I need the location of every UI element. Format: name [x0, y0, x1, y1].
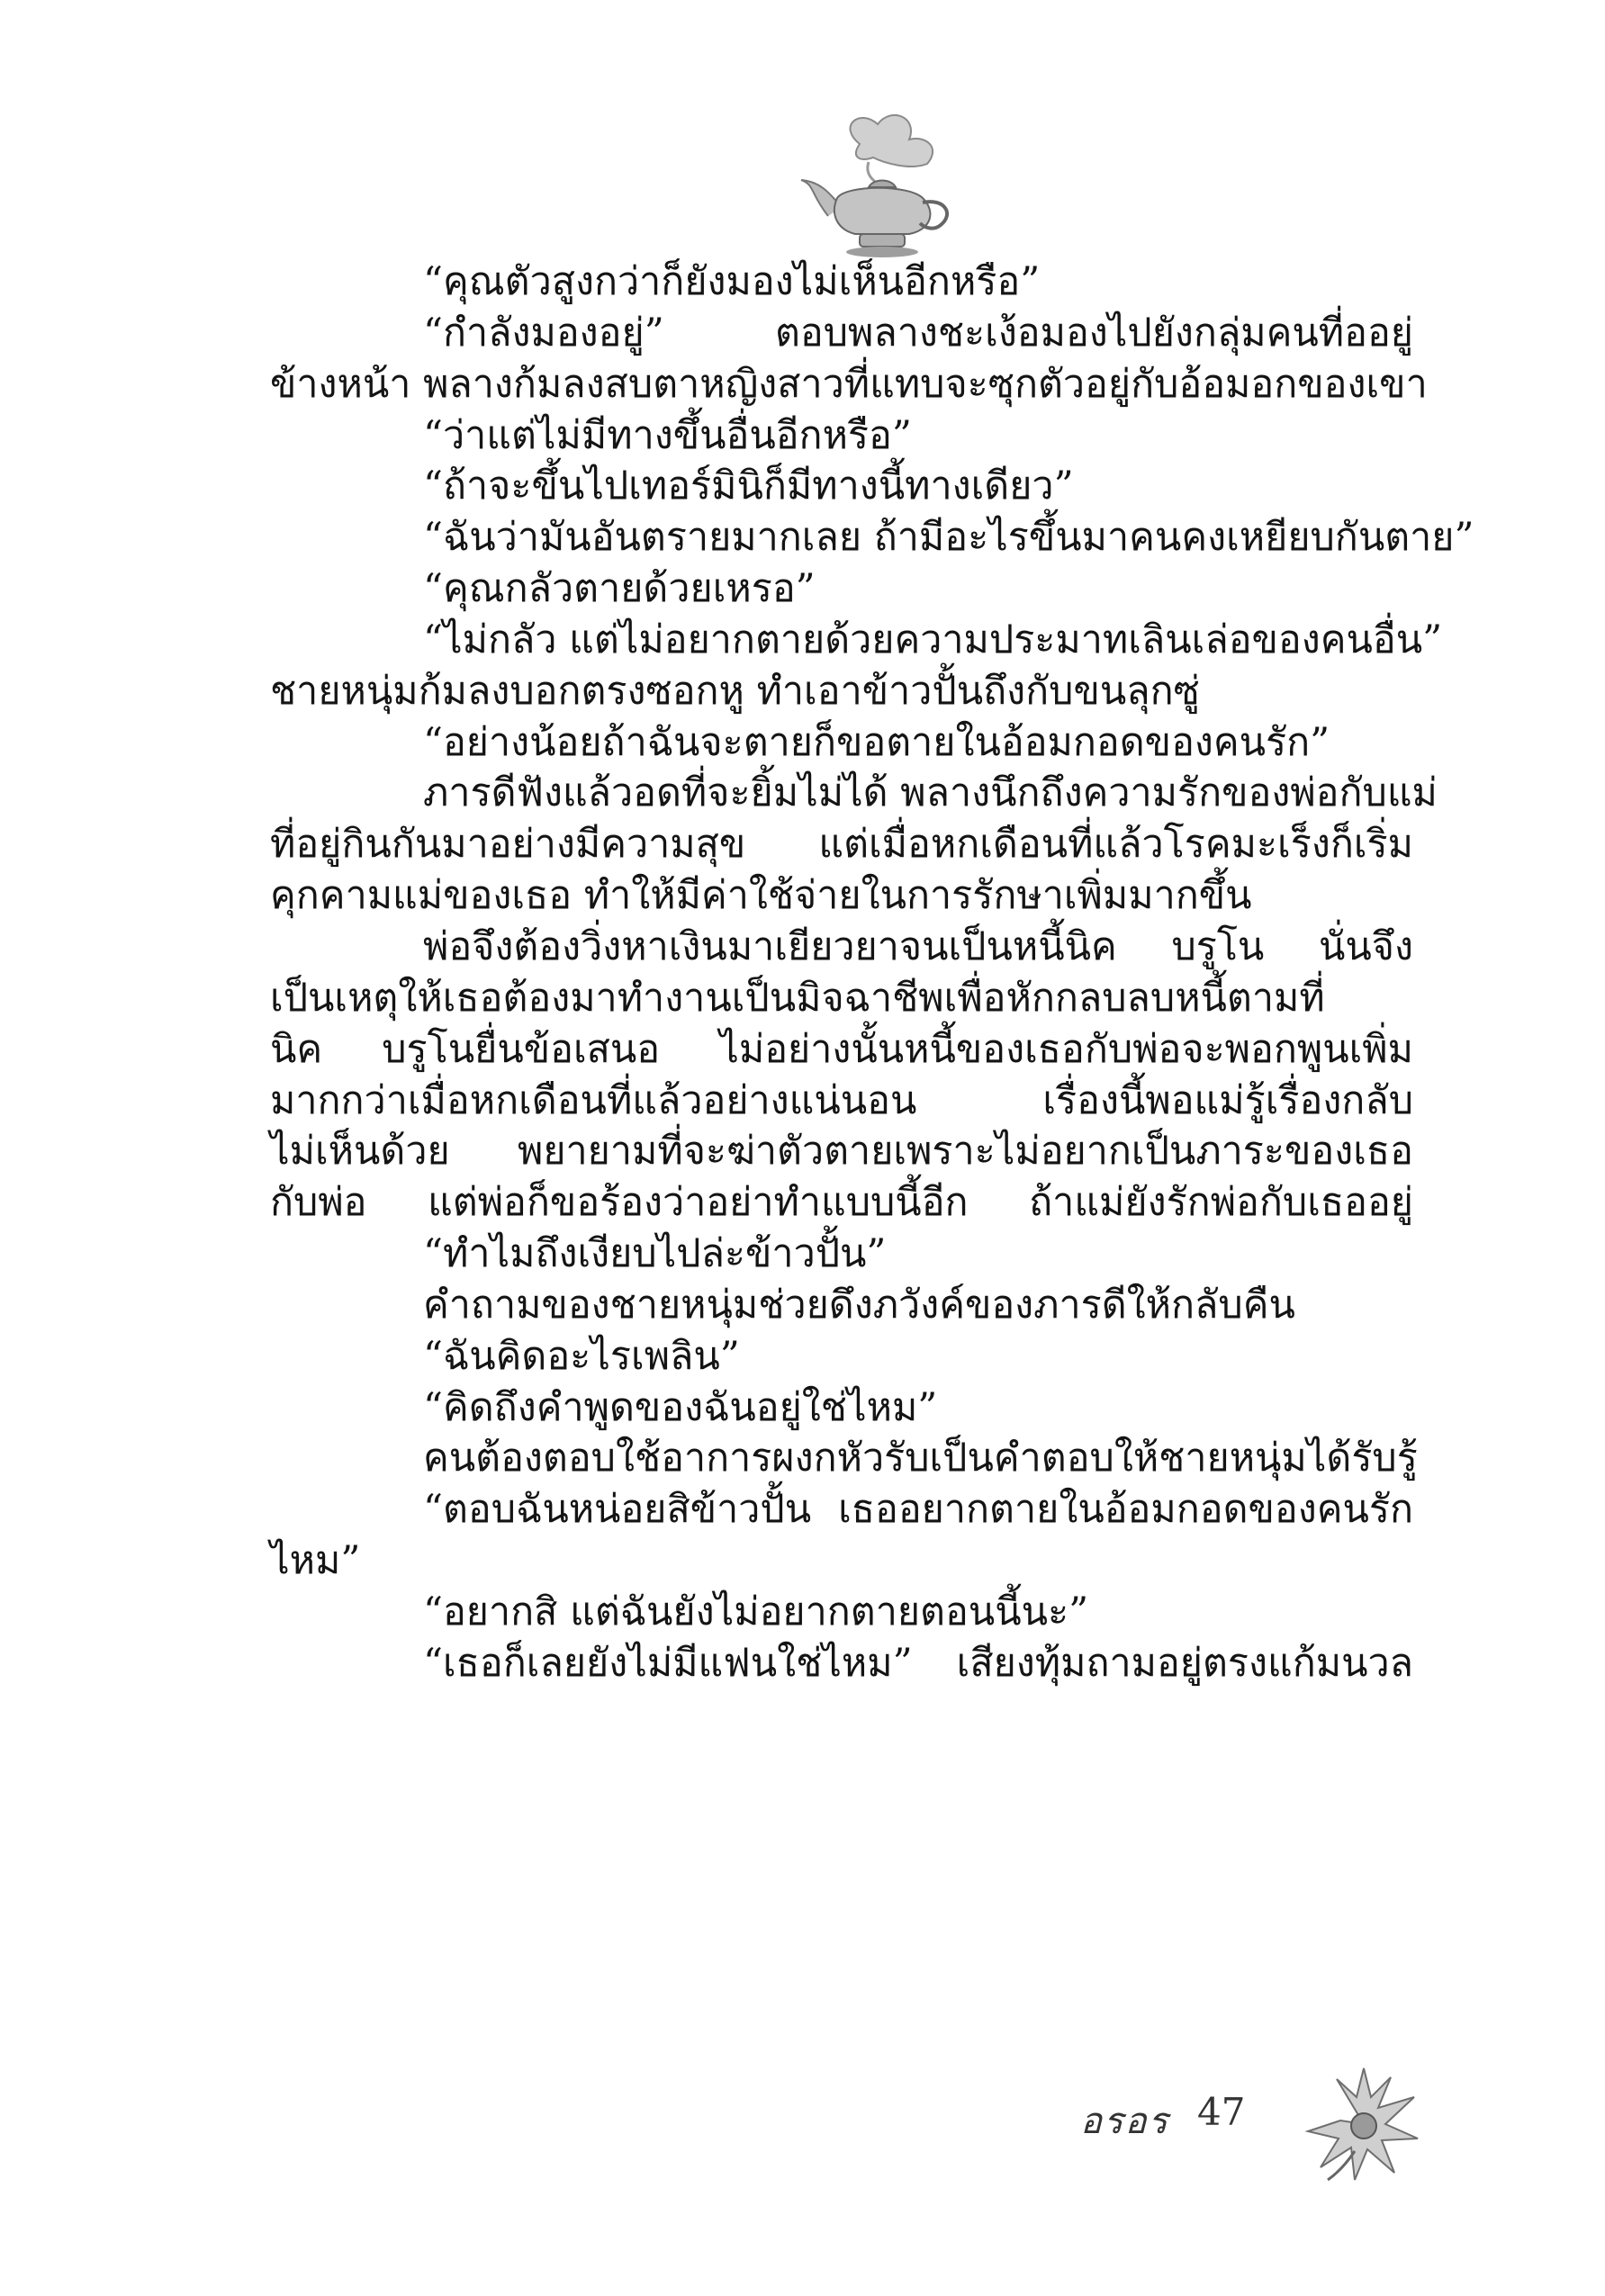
text-line: “คุณกลัวตายด้วยเหรอ”: [423, 566, 816, 612]
text-line: ที่อยู่กินกันมาอย่างมีความสุข แต่เมื่อหกเดือนที่แล้วโรคมะเร็งก็เริ่ม: [270, 822, 1413, 868]
page-footer: [1080, 2079, 1458, 2205]
running-footer-title: อรอร: [1080, 2101, 1170, 2142]
text-line: พ่อจึงต้องวิ่งหาเงินมาเยียวยาจนเป็นหนี้นิค บรูโน นั่นจึง: [423, 923, 1413, 969]
page-number: 47: [1197, 2090, 1246, 2134]
text-line: “ว่าแต่ไม่มีทางขึ้นอื่นอีกหรือ”: [423, 412, 912, 458]
text-line: “อย่างน้อยถ้าฉันจะตายก็ขอตายในอ้อมกอดของคนรัก”: [423, 719, 1330, 765]
text-line: ข้างหน้า พลางก้มลงสบตาหญิงสาวที่แทบจะซุกตัวอยู่กับอ้อมอกของเขา: [270, 361, 1428, 407]
flower-icon: [1301, 2061, 1427, 2187]
text-line: คำถามของชายหนุ่มช่วยดึงภวังค์ของภารดีให้กลับคืน: [423, 1282, 1295, 1328]
text-line: “ถ้าจะขึ้นไปเทอร์มินิก็มีทางนี้ทางเดียว”: [423, 464, 1074, 509]
text-line: คนต้องตอบใช้อาการผงกหัวรับเป็นคำตอบให้ชายหนุ่มได้รับรู้: [423, 1436, 1418, 1481]
magic-lamp-icon: [774, 108, 972, 261]
text-line: “อยากสิ แต่ฉันยังไม่อยากตายตอนนี้นะ”: [423, 1589, 1089, 1634]
text-line: “กำลังมองอยู่” ตอบพลางชะเง้อมองไปยังกลุ่มคนที่ออยู่: [423, 310, 1413, 356]
text-line: ชายหนุ่มก้มลงบอกตรงซอกหู ทำเอาข้าวปั้นถึงกับขนลุกซู่: [270, 668, 1200, 714]
text-line: “คุณตัวสูงกว่าก็ยังมองไม่เห็นอีกหรือ”: [423, 259, 1041, 304]
text-line: คุกคามแม่ของเธอ ทำให้มีค่าใช้จ่ายในการรักษาเพิ่มมากขึ้น: [270, 873, 1252, 919]
text-line: “เธอก็เลยยังไม่มีแฟนใช่ไหม” เสียงทุ้มถามอยู่ตรงแก้มนวล: [423, 1640, 1413, 1686]
text-line: “ไม่กลัว แต่ไม่อยากตายด้วยความประมาทเลินเล่อของคนอื่น”: [423, 617, 1443, 662]
text-line: “ตอบฉันหน่อยสิข้าวปั้น เธออยากตายในอ้อมกอดของคนรัก: [423, 1487, 1413, 1533]
body-text: [270, 257, 1474, 1689]
text-line: ไหม”: [270, 1538, 361, 1584]
text-line: กับพ่อ แต่พ่อก็ขอร้องว่าอย่าทำแบบนี้อีก ถ้าแม่ยังรักพ่อกับเธออยู่: [270, 1180, 1413, 1226]
text-line: ไม่เห็นด้วย พยายามที่จะฆ่าตัวตายเพราะไม่อยากเป็นภาระของเธอ: [270, 1129, 1413, 1175]
text-line: “ฉันว่ามันอันตรายมากเลย ถ้ามีอะไรขึ้นมาคนคงเหยียบกันตาย”: [423, 515, 1474, 561]
text-line: มากกว่าเมื่อหกเดือนที่แล้วอย่างแน่นอน เรื่องนี้พอแม่รู้เรื่องกลับ: [270, 1077, 1413, 1123]
text-line: “ฉันคิดอะไรเพลิน”: [423, 1333, 740, 1379]
text-line: นิค บรูโนยื่นข้อเสนอ ไม่อย่างนั้นหนี้ของเธอกับพ่อจะพอกพูนเพิ่ม: [270, 1026, 1413, 1072]
text-line: ภารดีฟังแล้วอดที่จะยิ้มไม่ได้ พลางนึกถึงความรักของพ่อกับแม่: [423, 770, 1438, 816]
text-line: เป็นเหตุให้เธอต้องมาทำงานเป็นมิจฉาชีพเพื่อหักกลบลบหนี้ตามที่: [270, 975, 1325, 1021]
text-line: “คิดถึงคำพูดของฉันอยู่ใช่ไหม”: [423, 1384, 938, 1430]
text-line: “ทำไมถึงเงียบไปล่ะข้าวปั้น”: [423, 1231, 887, 1277]
